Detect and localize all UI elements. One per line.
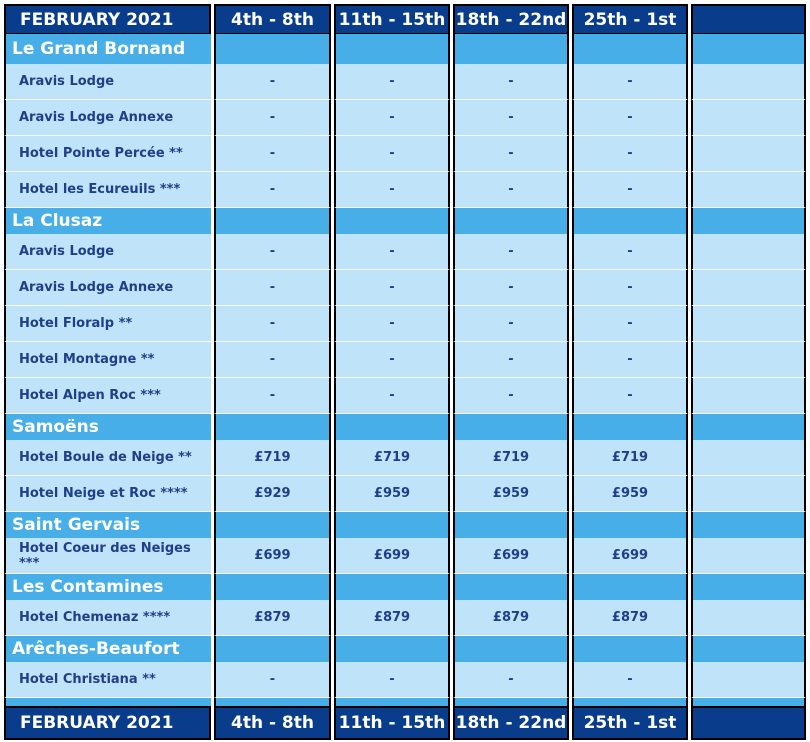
location-row <box>0 512 810 538</box>
price-cell: - <box>572 100 688 136</box>
price-cell <box>691 64 806 100</box>
price-cell: - <box>572 270 688 306</box>
spacer-cell <box>572 698 688 706</box>
table-row <box>0 136 810 172</box>
location-cell <box>572 34 688 64</box>
table-row <box>0 378 810 414</box>
price-cell: - <box>214 136 331 172</box>
price-cell <box>691 440 806 476</box>
price-cell: £879 <box>334 600 450 636</box>
price-cell <box>691 476 806 512</box>
price-cell: - <box>214 270 331 306</box>
price-cell: - <box>453 234 569 270</box>
price-cell: - <box>214 378 331 414</box>
hotel-name: Hotel les Ecureuils *** <box>4 172 211 208</box>
price-cell: - <box>453 306 569 342</box>
price-cell: - <box>334 378 450 414</box>
location-row <box>0 414 810 440</box>
hotel-name: Hotel Coeur des Neiges *** <box>4 538 211 574</box>
week-header: 25th - 1st <box>572 706 688 740</box>
price-cell: - <box>334 136 450 172</box>
hotel-name: Hotel Chemenaz **** <box>4 600 211 636</box>
table-row <box>0 64 810 100</box>
location-cell <box>214 34 331 64</box>
price-cell: - <box>214 662 331 698</box>
location-row <box>0 574 810 600</box>
location-name: Le Grand Bornand <box>4 34 211 64</box>
hotel-name: Hotel Floralp ** <box>4 306 211 342</box>
location-cell <box>453 574 569 600</box>
location-cell <box>453 414 569 440</box>
price-cell <box>691 172 806 208</box>
table-row <box>0 100 810 136</box>
week-header: 4th - 8th <box>214 4 331 35</box>
location-cell <box>334 208 450 234</box>
price-cell: - <box>334 234 450 270</box>
price-cell: - <box>572 306 688 342</box>
price-cell <box>691 136 806 172</box>
price-cell: - <box>334 270 450 306</box>
price-cell: £699 <box>453 538 569 574</box>
location-cell <box>691 636 806 662</box>
price-cell: £719 <box>334 440 450 476</box>
location-cell <box>334 512 450 538</box>
location-cell <box>691 34 806 64</box>
price-cell: - <box>572 342 688 378</box>
price-cell: £699 <box>334 538 450 574</box>
location-name: Samoëns <box>4 414 211 440</box>
price-cell <box>691 662 806 698</box>
price-cell: - <box>334 662 450 698</box>
price-cell: - <box>334 342 450 378</box>
price-cell <box>691 538 806 574</box>
location-row <box>0 208 810 234</box>
price-cell: - <box>453 64 569 100</box>
price-cell <box>691 342 806 378</box>
price-cell: - <box>453 172 569 208</box>
week-header: 25th - 1st <box>572 4 688 35</box>
price-cell: - <box>453 662 569 698</box>
price-cell: - <box>572 234 688 270</box>
price-cell: - <box>214 172 331 208</box>
price-cell: £929 <box>214 476 331 512</box>
table-row <box>0 234 810 270</box>
price-cell <box>691 600 806 636</box>
week-header <box>691 4 806 35</box>
location-cell <box>572 636 688 662</box>
location-cell <box>334 574 450 600</box>
price-cell <box>691 378 806 414</box>
location-cell <box>334 414 450 440</box>
hotel-name: Aravis Lodge <box>4 234 211 270</box>
table-row <box>0 270 810 306</box>
location-row <box>0 34 810 64</box>
price-cell: - <box>214 234 331 270</box>
price-cell: - <box>572 136 688 172</box>
table-row <box>0 440 810 476</box>
price-cell: £959 <box>334 476 450 512</box>
table-row <box>0 172 810 208</box>
location-cell <box>572 414 688 440</box>
location-cell <box>572 574 688 600</box>
location-cell <box>214 414 331 440</box>
hotel-name: Hotel Pointe Percée ** <box>4 136 211 172</box>
price-cell: - <box>572 64 688 100</box>
week-header: 11th - 15th <box>334 706 450 740</box>
spacer-cell <box>334 698 450 706</box>
hotel-name: Hotel Boule de Neige ** <box>4 440 211 476</box>
week-header: 18th - 22nd <box>453 706 569 740</box>
week-header <box>691 706 806 740</box>
table-row <box>0 342 810 378</box>
location-cell <box>691 414 806 440</box>
table-row <box>0 538 810 574</box>
hotel-name: Hotel Montagne ** <box>4 342 211 378</box>
location-name: Saint Gervais <box>4 512 211 538</box>
price-cell: £719 <box>453 440 569 476</box>
price-cell: - <box>214 100 331 136</box>
month-title: FEBRUARY 2021 <box>4 706 211 740</box>
price-cell: - <box>214 342 331 378</box>
hotel-name: Aravis Lodge Annexe <box>4 270 211 306</box>
price-cell: - <box>572 378 688 414</box>
location-cell <box>453 34 569 64</box>
price-cell: £959 <box>453 476 569 512</box>
location-cell <box>572 208 688 234</box>
location-cell <box>453 636 569 662</box>
price-cell: - <box>453 378 569 414</box>
price-cell: - <box>453 136 569 172</box>
location-cell <box>334 636 450 662</box>
price-cell <box>691 270 806 306</box>
location-name: Arêches-Beaufort <box>4 636 211 662</box>
week-header: 11th - 15th <box>334 4 450 35</box>
price-cell: £699 <box>572 538 688 574</box>
location-cell <box>453 208 569 234</box>
price-cell: £879 <box>453 600 569 636</box>
location-cell <box>214 512 331 538</box>
table-row <box>0 600 810 636</box>
spacer-row <box>0 698 810 706</box>
price-cell <box>691 100 806 136</box>
price-cell <box>691 306 806 342</box>
spacer-cell <box>691 698 806 706</box>
price-cell: - <box>214 306 331 342</box>
location-cell <box>453 512 569 538</box>
hotel-name: Hotel Neige et Roc **** <box>4 476 211 512</box>
location-cell <box>572 512 688 538</box>
location-cell <box>334 34 450 64</box>
price-cell: - <box>334 172 450 208</box>
price-cell: - <box>453 100 569 136</box>
price-cell: - <box>334 100 450 136</box>
hotel-name: Aravis Lodge Annexe <box>4 100 211 136</box>
price-cell: £879 <box>214 600 331 636</box>
price-cell: £719 <box>572 440 688 476</box>
price-cell: - <box>572 172 688 208</box>
price-cell: - <box>453 342 569 378</box>
price-cell: - <box>334 64 450 100</box>
table-row <box>0 306 810 342</box>
price-cell: £959 <box>572 476 688 512</box>
location-cell <box>691 574 806 600</box>
location-cell <box>691 208 806 234</box>
location-name: La Clusaz <box>4 208 211 234</box>
spacer-cell <box>4 698 211 706</box>
location-cell <box>691 512 806 538</box>
price-cell: - <box>334 306 450 342</box>
location-cell <box>214 636 331 662</box>
month-title: FEBRUARY 2021 <box>4 4 211 35</box>
price-cell: £699 <box>214 538 331 574</box>
location-row <box>0 636 810 662</box>
price-cell: £719 <box>214 440 331 476</box>
hotel-name: Hotel Christiana ** <box>4 662 211 698</box>
hotel-name: Aravis Lodge <box>4 64 211 100</box>
price-cell: - <box>453 270 569 306</box>
price-cell <box>691 234 806 270</box>
price-cell: £879 <box>572 600 688 636</box>
table-header-row <box>0 4 810 35</box>
week-header: 18th - 22nd <box>453 4 569 35</box>
location-cell <box>214 208 331 234</box>
week-header: 4th - 8th <box>214 706 331 740</box>
hotel-name: Hotel Alpen Roc *** <box>4 378 211 414</box>
table-header-row <box>0 706 810 740</box>
location-name: Les Contamines <box>4 574 211 600</box>
location-cell <box>214 574 331 600</box>
price-cell: - <box>214 64 331 100</box>
table-row <box>0 476 810 512</box>
price-cell: - <box>572 662 688 698</box>
table-row <box>0 662 810 698</box>
spacer-cell <box>453 698 569 706</box>
spacer-cell <box>214 698 331 706</box>
